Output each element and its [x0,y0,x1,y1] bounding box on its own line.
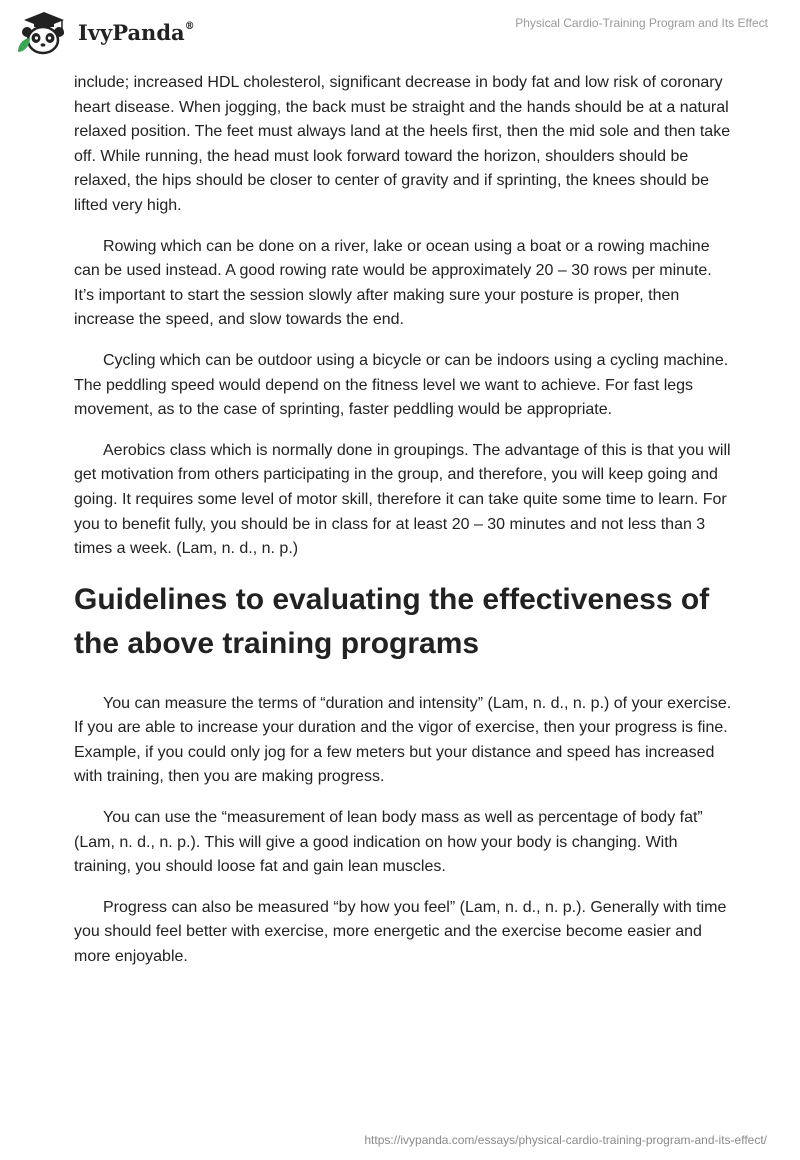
document-title: Physical Cardio-Training Program and Its Effect [515,16,768,30]
essay-body [74,71,734,986]
paragraph-how-you-feel: Progress can also be measured “by how you feel” (Lam, n. d., n. p.). Generally with time you should feel better with exercise, more energetic and the exercise become easier and more enjoyable. [74,898,727,966]
section-heading: Guidelines to evaluating the effectiveness of the above training programs [74,582,710,660]
source-url[interactable]: https://ivypanda.com/essays/physical-cardio-training-program-and-its-effect/ [364,1133,767,1147]
brand-name: IvyPanda® [78,20,195,45]
paragraph-rowing: Rowing which can be done on a river, lake or ocean using a boat or a rowing machine can be used instead. A good rowing rate would be approximately 20 – 30 rows per minute. It’s important to start the session slowly after making sure your posture is proper, then increase the speed, and slow towards the end. [74,237,712,329]
paragraph-duration-intensity: You can measure the terms of “duration and intensity” (Lam, n. d., n. p.) of your exercise. If you are able to increase your duration and the vigor of exercise, then your progress is fine. Example, if you could only jog for a few meters but your distance and speed has increased with training, then you are making progress. [74,694,732,786]
paragraph-aerobics: Aerobics class which is normally done in groupings. The advantage of this is that you will get motivation from others participating in the group, and therefore, you will keep going and going. It requires some level of motor skill, therefore it can take quite some time to learn. For you to benefit fully, you should be in class for at least 20 – 30 minutes and not less than 3 times a week. (Lam, n. d., n. p.) [74,441,731,558]
paragraph-cycling: Cycling which can be outdoor using a bicycle or can be indoors using a cycling machine. The peddling speed would depend on the fitness level we want to achieve. For fast legs movement, as to the case of sprinting, faster peddling would be appropriate. [74,351,729,419]
ivypanda-logo[interactable] [14,8,195,56]
paragraph-jogging-continued: include; increased HDL cholesterol, significant decrease in body fat and low risk of coronary heart disease. When jogging, the back must be straight and the hands should be at a natural relaxed position. The feet must always land at the heels first, then the mid sole and then take off. While running, the head must look forward toward the horizon, shoulders should be relaxed, the hips should be closer to center of gravity and if sprinting, the knees should be lifted very high. [74,74,731,214]
registered-mark: ® [184,21,195,32]
paragraph-lean-body-mass: You can use the “measurement of lean body mass as well as percentage of body fat” (Lam, n. d., n. p.). This will give a good indication on how your body is changing. With training, you should loose fat and gain lean muscles. [74,809,703,876]
page-header [0,0,800,70]
panda-graduate-icon [14,8,74,56]
